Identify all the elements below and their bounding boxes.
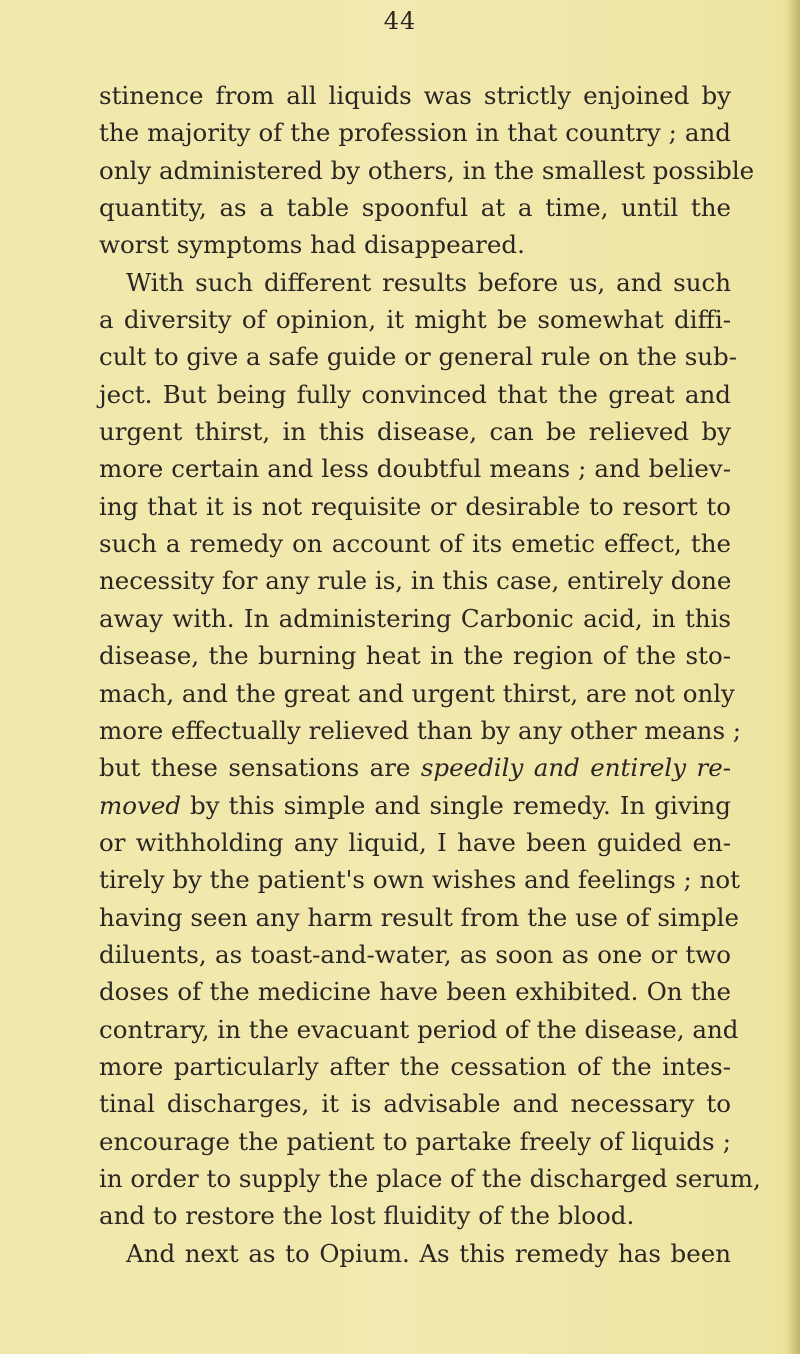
emphasis-text: speedily and entirely re-	[420, 753, 731, 783]
text-line: doses of the medicine have been exhibited. On the	[99, 977, 731, 1007]
text-line: encourage the patient to partake freely of liquids ;	[99, 1126, 731, 1156]
text-line: such a remedy on account of its emetic effect, the	[99, 529, 731, 559]
text-line: urgent thirst, in this disease, can be relieved by	[99, 417, 731, 447]
text-line: tinal discharges, it is advisable and necessary to	[99, 1089, 731, 1119]
text-line: diluents, as toast-and-water, as soon as one or two	[99, 939, 731, 969]
text-line: in order to supply the place of the discharged serum,	[99, 1163, 761, 1193]
text-line: mach, and the great and urgent thirst, are not only	[99, 678, 735, 708]
text-line	[99, 749, 731, 786]
page-number: 44	[383, 7, 417, 35]
emphasis-text: moved	[99, 790, 182, 820]
text-line: contrary, in the evacuant period of the disease, and	[99, 1014, 739, 1044]
text-line: having seen any harm result from the use of simple	[99, 902, 739, 932]
text-line: the majority of the profession in that country ; and	[99, 118, 731, 148]
text-line: necessity for any rule is, in this case, entirely done	[99, 566, 732, 596]
text-line: more effectually relieved than by any other means ;	[99, 715, 742, 745]
text-line: a diversity of opinion, it might be somewhat diffi-	[99, 305, 731, 335]
text-segment: by this simple and single remedy. In giving	[181, 790, 731, 820]
text-line: and to restore the lost fluidity of the blood.	[99, 1201, 635, 1231]
text-line	[99, 787, 731, 824]
text-line: disease, the burning heat in the region of the sto-	[99, 641, 731, 671]
text-line: stinence from all liquids was strictly enjoined by	[99, 81, 731, 110]
page-edge-shadow	[786, 0, 800, 1354]
text-line: only administered by others, in the smallest possible	[99, 155, 755, 185]
text-line: ing that it is not requisite or desirable to resort to	[99, 491, 731, 521]
text-segment: but these sensations are	[99, 753, 421, 783]
text-line: ject. But being fully convinced that the great and	[99, 379, 731, 409]
text-line: And next as to Opium. As this remedy has been	[126, 1238, 731, 1268]
text-line: more particularly after the cessation of the intes-	[99, 1051, 731, 1081]
text-line: or withholding any liquid, I have been guided en-	[99, 827, 731, 857]
text-line: With such different results before us, and such	[126, 267, 731, 297]
text-line: quantity, as a table spoonful at a time, until the	[99, 193, 731, 223]
text-line: more certain and less doubtful means ; and believ-	[99, 454, 731, 484]
body-text	[99, 77, 761, 1272]
text-line: tirely by the patient's own wishes and feelings ; not	[99, 865, 740, 895]
text-line: cult to give a safe guide or general rule on the sub-	[99, 342, 738, 372]
text-line: away with. In administering Carbonic acid, in this	[99, 603, 731, 633]
text-line: worst symptoms had disappeared.	[99, 230, 525, 260]
